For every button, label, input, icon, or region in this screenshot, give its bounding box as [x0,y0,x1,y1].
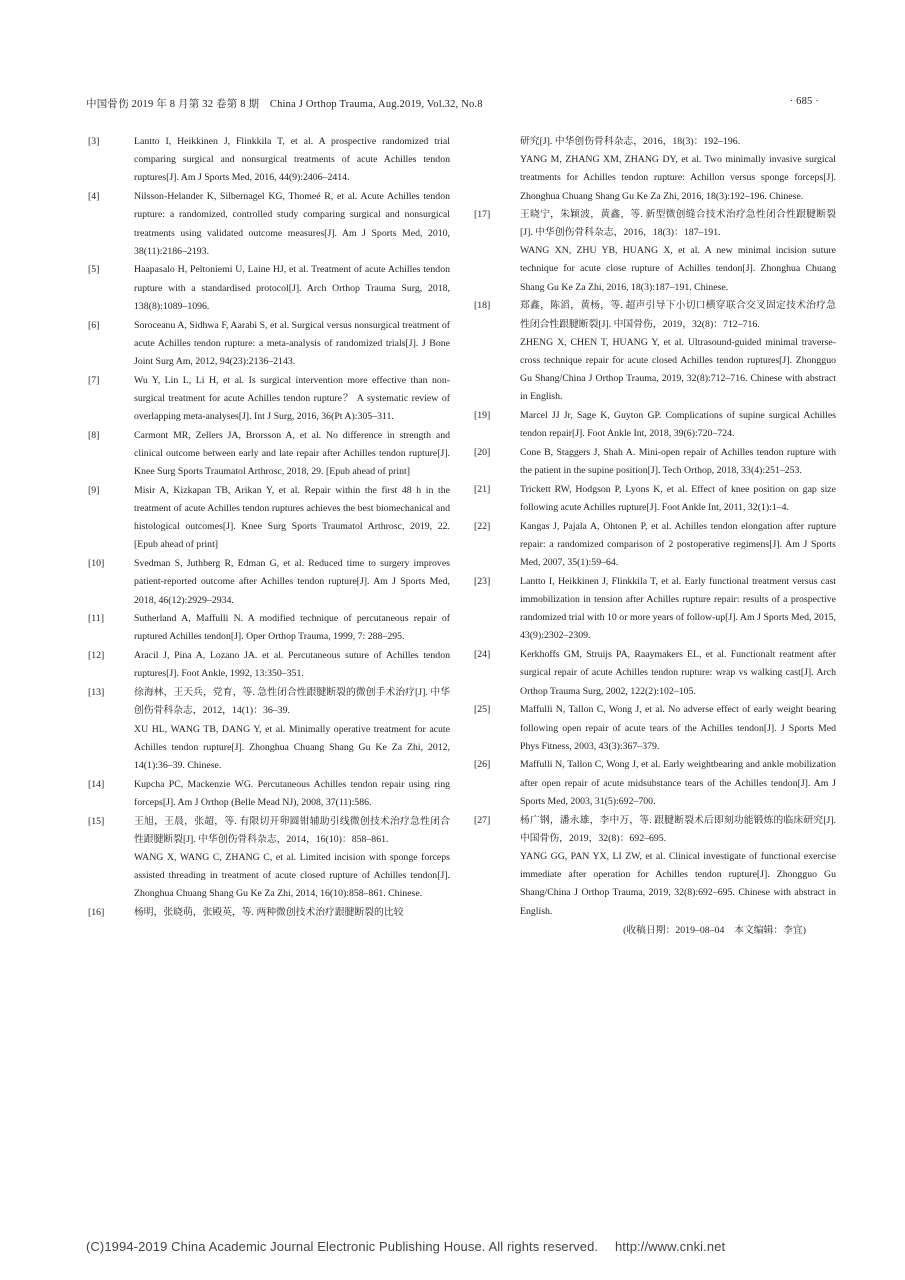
reference-text: Kangas J, Pajala A, Ohtonen P, et al. Achilles tendon elongation after rupture repair: a randomized comparison of 2 postoperative regimens[J]. Am J Sports Med, 2007, 35(1):59–64. [520,520,836,569]
reference-english-text: YANG GG, PAN YX, LI ZW, et al. Clinical investigate of functional exercise immediate after operation for Achilles tendon rupture[J]. Zhongguo Gu Shang/China J Orthop Trauma, 2019, 32(8):692–695. Chinese with abstract in English. [520,850,836,917]
reference-body [134,482,450,555]
reference-body [134,317,450,372]
reference-item [474,481,836,517]
reference-item [88,317,450,372]
reference-number: [12] [88,650,105,662]
reference-text: Maffulli N, Tallon C, Wong J, et al. Early weightbearing and ankle mobilization after open repair of acute midsubstance tears of the Achilles tendon[J]. Am J Sports Med, 2003, 31(5):692–700. [520,759,836,807]
reference-number: [9] [88,484,100,496]
reference-text: Trickett RW, Hodgson P, Lyons K, et al. Effect of knee position on gap size following acute Achilles rupture[J]. Foot Ankle Int, 2011, 32(1):1–4. [520,483,836,514]
reference-body [520,573,836,646]
reference-text: Sutherland A, Maffulli N. A modified technique of percutaneous repair of ruptured Achilles tendon[J]. Oper Orthop Trauma, 1999, 7: 288–295. [134,613,450,643]
reference-text: Misir A, Kizkapan TB, Arikan Y, et al. Repair within the first 48 h in the treatment of acute Achilles tendon ruptures achieves the best biomechanical and histological outcomes[J]. Knee Surg Sports Traumatol Arthrosc, 2019, 22. [Epub ahead of print] [134,484,450,551]
reference-body [134,776,450,812]
reference-number: [5] [88,264,100,276]
reference-item [474,297,836,406]
reference-text: Lantto I, Heikkinen J, Flinkkila T, et al. Early functional treatment versus cast immobilization in tension after Achilles rupture repair: results of a prospective randomized trial with 10 or more years of follow-up[J]. Am J Sports Med, 2015, 43(9):2302–2309. [520,575,836,642]
reference-text: 王旭，王晨，张超，等. 有限切开卵圆钳辅助引线微创技术治疗急性闭合性跟腱断裂[J]. 中华创伤骨科杂志，2014，16(10)：858–861. [134,815,450,845]
reference-number: [17] [474,208,491,220]
reference-text: Wu Y, Lin L, Li H, et al. Is surgical intervention more effective than non-surgical treatment for acute Achilles tendon rupture？ A systematic review of overlapping meta-analyses[J]. Int J Surg, 2016, 36(Pt A):305–311. [134,374,450,423]
reference-item [88,188,450,261]
reference-text: Soroceanu A, Sidhwa F, Aarabi S, et al. Surgical versus nonsurgical treatment of acute Achilles tendon rupture: a meta-analysis of randomized trials[J]. J Bone Joint Surg Am, 2012, 94(23):2136–2143. [134,319,450,367]
reference-text: Carmont MR, Zellers JA, Brorsson A, et al. No difference in strength and clinical outcome between early and late repair after Achilles tendon rupture[J]. Knee Surg Sports Traumatol Arthrosc, 2018, 29. [Epub ahead of print] [134,429,450,478]
reference-body [520,206,836,297]
reference-body [134,372,450,427]
reference-body [134,555,450,610]
reference-number: [8] [88,429,100,441]
reference-text: Maffulli N, Tallon C, Wong J, et al. No adverse effect of early weight bearing following open repair of acute tears of the Achilles tendon[J]. J Sports Med Phys Fitness, 2003, 43(3):367–379. [520,704,836,752]
reference-text: Kerkhoffs GM, Struijs PA, Raaymakers EL, et al. Functionalt reatment after surgical repair of acute Achilles tendon rupture: wrap vs walking cast[J]. Arch Orthop Trauma Surg, 2002, 122(2):102–105. [520,649,836,697]
reference-text: 研究[J]. 中华创伤骨科杂志，2016，18(3)：192–196. [520,136,741,147]
reference-item [88,261,450,316]
references-right-list [474,206,836,921]
reference-number: [21] [474,483,491,495]
reference-text: 王晓宁，朱颖波，黄鑫，等. 新型微创缝合技术治疗急性闭合性跟腱断裂[J]. 中华创伤骨科杂志，2016，18(3)：187–191. [520,208,836,239]
reference-body [520,756,836,811]
reference-english-text: YANG M, ZHANG XM, ZHANG DY, et al. Two minimally invasive surgical treatments for Achilles tendon rupture: Achillon versus sponge forceps[J]. Zhonghua Chuang Shang Gu Ke Za Zhi, 2016, 18(3):192–196. Chinese. [520,154,836,202]
reference-item [88,684,450,775]
reference-number: [15] [88,815,105,827]
reference-number: [6] [88,319,100,331]
reference-number: [14] [88,778,105,790]
reference-body [134,647,450,683]
reference-text: Marcel JJ Jr, Sage K, Guyton GP. Complications of supine surgical Achilles tendon repair[J]. Foot Ankle Int, 2018, 39(6):720–724. [520,410,836,440]
reference-body [134,813,450,904]
reference-number: [22] [474,520,491,532]
references-left-column [88,133,450,922]
reference-body [134,133,450,188]
reference-number: [10] [88,558,105,570]
reference-item [474,573,836,646]
reference-body [520,407,836,443]
reference-number: [20] [474,446,491,458]
reference-item [88,372,450,427]
reference-number: [19] [474,410,491,422]
reference-text: Svedman S, Juthberg R, Edman G, et al. Reduced time to surgery improves patient-reported outcome after Achilles tendon rupture[J]. Am J Sports Med, 2018, 46(12):2929–2934. [134,558,450,606]
reference-text: Haapasalo H, Peltoniemi U, Laine HJ, et al. Treatment of acute Achilles tendon rupture with a standardised protocol[J]. Arch Orthop Trauma Surg, 2018, 138(8):1089–1096. [134,264,450,312]
reference-item [88,427,450,482]
reference-body [134,904,450,922]
reference-item [474,812,836,921]
running-header [86,96,819,112]
received-date-note: (收稿日期：2019–08–04 本文编辑：李宜) [623,924,806,936]
reference-text: Aracil J, Pina A, Lozano JA. et al. Percutaneous suture of Achilles tendon ruptures[J]. Foot Ankle, 1992, 13:350–351. [134,650,450,680]
reference-text: 杨广钢，潘永雄，李中万，等. 跟腱断裂术后即刻功能锻炼的临床研究[J]. 中国骨伤，2019，32(8)：692–695. [520,814,836,844]
reference-item [474,518,836,573]
reference-body [520,701,836,756]
reference-text: Nilsson-Helander K, Silbernagel KG, Thomeé R, et al. Acute Achilles tendon rupture: a randomized, controlled study comparing surgical and nonsurgical treatments using validated outcome measures[J]. Am J Sports Med, 2010, 38(11):2186–2193. [134,191,450,257]
reference-item [88,647,450,683]
reference-number: [16] [88,907,105,919]
reference-number: [13] [88,687,105,699]
reference-item [474,756,836,811]
reference-text: Kupcha PC, Mackenzie WG. Percutaneous Achilles tendon repair using ring forceps[J]. Am J Orthop (Belle Mead NJ), 2008, 37(11):586. [134,778,450,808]
reference-english-text: ZHENG X, CHEN T, HUANG Y, et al. Ultrasound-guided minimal traverse-cross technique repair for acute closed Achilles tendon ruptures[J]. Zhongguo Gu Shang/China J Orthop Trauma, 2019, 32(8):712–716. Chinese with abstract in English. [520,336,836,403]
reference-item [474,444,836,480]
reference-english-text: XU HL, WANG TB, DANG Y, et al. Minimally operative treatment for acute Achilles tendon rupture[J]. Zhonghua Chuang Shang Gu Ke Za Zhi, 2012, 14(1):36–39. Chinese. [134,723,450,771]
reference-body [134,684,450,775]
reference-body [520,646,836,701]
journal-citation-header: 中国骨伤 2019 年 8 月第 32 卷第 8 期 China J Orthop Trauma, Aug.2019, Vol.32, No.8 [86,99,483,110]
reference-body [134,427,450,482]
reference-number: [25] [474,704,491,716]
reference-item [474,407,836,443]
reference-item [474,206,836,297]
reference-number: [27] [474,814,491,826]
reference-number: [3] [88,136,100,147]
copyright-footer: (C)1994-2019 China Academic Journal Electronic Publishing House. All rights reserved. http://www.cnki.net [86,1239,726,1254]
reference-item [88,133,450,188]
reference-text: 徐海林，王天兵，党育，等. 急性闭合性跟腱断裂的微创手术治疗[J]. 中华创伤骨科杂志，2012，14(1)：36–39. [134,687,450,717]
reference-16-continuation [474,133,836,206]
reference-body [520,297,836,406]
reference-text: Lantto I, Heikkinen J, Flinkkila T, et al. A prospective randomized trial comparing surgical and nonsurgical treatments of acute Achilles tendon ruptures[J]. Am J Sports Med, 2016, 44(9):2406–2414. [134,136,450,184]
reference-number: [4] [88,191,100,203]
reference-number: [23] [474,575,491,587]
reference-number: [26] [474,759,491,771]
reference-body [134,188,450,261]
reference-number: [7] [88,374,100,386]
reference-body [134,610,450,646]
reference-english-text: WANG XN, ZHU YB, HUANG X, et al. A new minimal incision suture technique for acute close rupture of Achilles tendon[J]. Zhonghua Chuang Shang Gu Ke Za Zhi, 2016, 18(3):187–191. Chinese. [520,245,836,293]
reference-item [88,813,450,904]
reference-text: 杨明，张晓萌，张殿英，等. 两种微创技术治疗跟腱断裂的比较 [134,907,404,919]
reference-number: [11] [88,613,104,625]
reference-item [88,555,450,610]
reference-number: [18] [474,300,491,312]
reference-item [88,610,450,646]
page-number: · 685 · [789,96,819,107]
reference-item [474,701,836,756]
reference-text: 郑鑫，陈滔，黄杨，等. 超声引导下小切口横穿联合交叉固定技术治疗急性闭合性跟腱断裂[J]. 中国骨伤，2019，32(8)：712–716. [520,300,836,330]
reference-item [88,482,450,555]
reference-body [520,812,836,921]
reference-item [88,904,450,922]
reference-number: [24] [474,649,491,661]
reference-body [520,444,836,480]
references-right-column [474,133,836,940]
reference-english-text: WANG X, WANG C, ZHANG C, et al. Limited incision with sponge forceps assisted threading in treatment of acute closed rupture of Achilles tendon[J]. Zhonghua Chuang Shang Gu Ke Za Zhi, 2014, 16(10):858–861. Chinese. [134,851,450,900]
reference-item [88,776,450,812]
reference-body [520,518,836,573]
reference-text: Cone B, Staggers J, Shah A. Mini-open repair of Achilles tendon rupture with the patient in the supine position[J]. Tech Orthop, 2018, 33(4):251–253. [520,446,836,477]
reference-body [520,481,836,517]
reference-body [134,261,450,316]
reference-item [474,646,836,701]
